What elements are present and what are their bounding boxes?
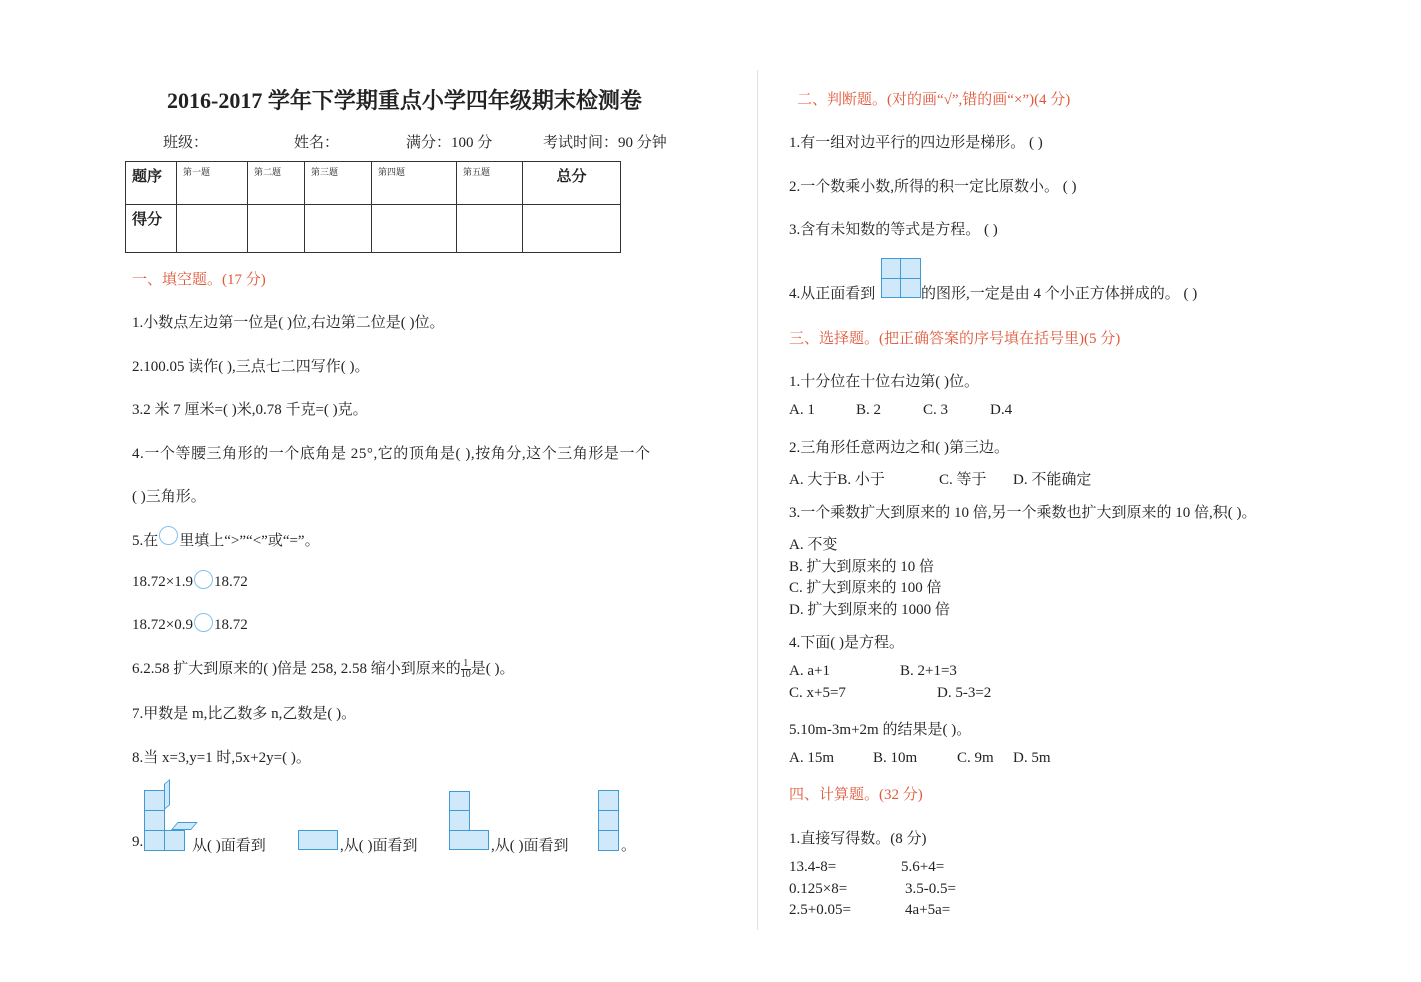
fraction: $\frac{1}{10}$	[460, 658, 471, 681]
class-label: 班级：	[163, 135, 209, 151]
question-3-1: 1.十分位在十位右边第( )位。	[789, 374, 979, 390]
question-3-2: 2.三角形任意两边之和( )第三边。	[789, 440, 1009, 456]
option[interactable]: A. 15m	[789, 750, 834, 766]
question-1-9-end: 。	[621, 838, 637, 854]
circle-blank[interactable]	[194, 570, 213, 589]
option[interactable]: A. 1	[789, 402, 815, 418]
option[interactable]: D. 不能确定	[1013, 472, 1092, 488]
page-title: 2016-2017 学年下学期重点小学四年级期末检测卷	[167, 88, 642, 113]
question-1-8: 8.当 x=3,y=1 时,5x+2y=( )。	[132, 750, 311, 766]
table-header-cell: 第三题	[305, 162, 372, 205]
calc-item: 5.6+4=	[901, 859, 945, 875]
section-4-title: 四、计算题。(32 分)	[789, 787, 923, 803]
question-4-1: 1.直接写得数。(8 分)	[789, 831, 927, 847]
cube	[144, 790, 165, 811]
view-rect-front	[298, 830, 338, 850]
cube-side	[164, 779, 170, 810]
option[interactable]: A. a+1	[789, 663, 830, 679]
view-grid-line	[900, 258, 901, 298]
table-header-cell: 第四题	[372, 162, 457, 205]
table-header-cell: 第二题	[248, 162, 305, 205]
table-header-cell: 题序	[126, 162, 177, 205]
question-1-9-b: ,从( )面看到	[340, 838, 418, 854]
circle-blank[interactable]	[194, 613, 213, 632]
name-label: 姓名：	[294, 135, 340, 151]
table-header-cell: 第一题	[177, 162, 248, 205]
question-1-9-a: 从( )面看到	[192, 838, 266, 854]
view-square	[449, 791, 470, 811]
option[interactable]: B. 10m	[873, 750, 918, 766]
circle-blank[interactable]	[159, 526, 178, 545]
view-square	[881, 278, 921, 298]
question-1-4-cont: ( )三角形。	[132, 489, 206, 505]
score-cell[interactable]	[177, 205, 248, 253]
full-score: 满分：100 分	[406, 135, 493, 151]
score-cell[interactable]	[457, 205, 523, 253]
question-3-3: 3.一个乘数扩大到原来的 10 倍,另一个乘数也扩大到原来的 10 倍,积( )。	[789, 505, 1257, 521]
view-square	[598, 790, 619, 811]
question-1-3: 3.2 米 7 厘米=( )米,0.78 千克=( )克。	[132, 402, 368, 418]
question-1-9-num: 9.	[132, 834, 144, 850]
question-1-2: 2.100.05 读作( ),三点七二四写作( )。	[132, 359, 370, 375]
view-square	[598, 830, 619, 851]
score-cell[interactable]	[372, 205, 457, 253]
option[interactable]: C. 扩大到原来的 100 倍	[789, 580, 942, 596]
option[interactable]: A. 不变	[789, 537, 838, 553]
option[interactable]: C. 9m	[957, 750, 994, 766]
section-1-title: 一、填空题。(17 分)	[132, 272, 266, 288]
table-row-label: 得分	[126, 205, 177, 253]
score-table	[125, 161, 621, 253]
question-2-4-post: 的图形,一定是由 4 个小正方体拼成的。 ( )	[921, 286, 1198, 302]
option[interactable]: B. 2+1=3	[900, 663, 957, 679]
question-1-6: 6.2.58 扩大到原来的( )倍是 258, 2.58 缩小到原来的 $\frac{1}{10}$ 是( )。	[132, 658, 515, 681]
view-square	[449, 830, 489, 850]
table-header-cell: 第五题	[457, 162, 523, 205]
score-cell[interactable]	[248, 205, 305, 253]
view-square	[449, 810, 470, 831]
exam-time: 考试时间：90 分钟	[543, 135, 667, 151]
score-cell[interactable]	[305, 205, 372, 253]
score-cell[interactable]	[523, 205, 621, 253]
cube	[164, 830, 185, 851]
cube	[144, 830, 165, 851]
view-square	[598, 810, 619, 831]
option[interactable]: B. 2	[856, 402, 882, 418]
option[interactable]: D.4	[990, 402, 1013, 418]
option[interactable]: C. x+5=7	[789, 685, 846, 701]
question-1-4: 4.一个等腰三角形的一个底角是 25°,它的顶角是( ),按角分,这个三角形是一个	[132, 446, 651, 462]
cube-top	[171, 822, 198, 830]
option[interactable]: C. 3	[923, 402, 949, 418]
question-2-3: 3.含有未知数的等式是方程。 ( )	[789, 222, 998, 238]
option[interactable]: A. 大于B. 小于	[789, 472, 885, 488]
section-2-title: 二、判断题。(对的画“√”,错的画“×”)(4 分)	[797, 92, 1071, 108]
option[interactable]: D. 5m	[1013, 750, 1051, 766]
option[interactable]: D. 扩大到原来的 1000 倍	[789, 602, 950, 618]
calc-item: 13.4-8=	[789, 859, 837, 875]
question-2-1: 1.有一组对边平行的四边形是梯形。 ( )	[789, 135, 1043, 151]
calc-item: 3.5-0.5=	[905, 881, 956, 897]
option[interactable]: D. 5-3=2	[937, 685, 992, 701]
question-1-9-c: ,从( )面看到	[491, 838, 569, 854]
calc-item: 2.5+0.05=	[789, 902, 851, 918]
column-divider	[757, 70, 758, 930]
question-2-2: 2.一个数乘小数,所得的积一定比原数小。 ( )	[789, 179, 1077, 195]
option[interactable]: B. 扩大到原来的 10 倍	[789, 559, 935, 575]
question-3-4: 4.下面( )是方程。	[789, 635, 904, 651]
question-1-5b: 18.72×0.9 18.72	[132, 617, 248, 634]
calc-item: 4a+5a=	[905, 902, 951, 918]
option[interactable]: C. 等于	[939, 472, 987, 488]
cube	[144, 810, 165, 831]
question-1-5a: 18.72×1.9 18.72	[132, 574, 248, 591]
question-2-4-pre: 4.从正面看到	[789, 286, 876, 302]
view-square	[881, 258, 921, 279]
section-3-title: 三、选择题。(把正确答案的序号填在括号里)(5 分)	[789, 331, 1121, 347]
question-3-5: 5.10m-3m+2m 的结果是( )。	[789, 722, 972, 738]
calc-item: 0.125×8=	[789, 881, 848, 897]
question-1-1: 1.小数点左边第一位是( )位,右边第二位是( )位。	[132, 315, 445, 331]
question-1-5: 5.在 里填上“>”“<”或“=”。	[132, 529, 320, 550]
question-1-7: 7.甲数是 m,比乙数多 n,乙数是( )。	[132, 706, 357, 722]
table-header-cell: 总分	[523, 162, 621, 205]
